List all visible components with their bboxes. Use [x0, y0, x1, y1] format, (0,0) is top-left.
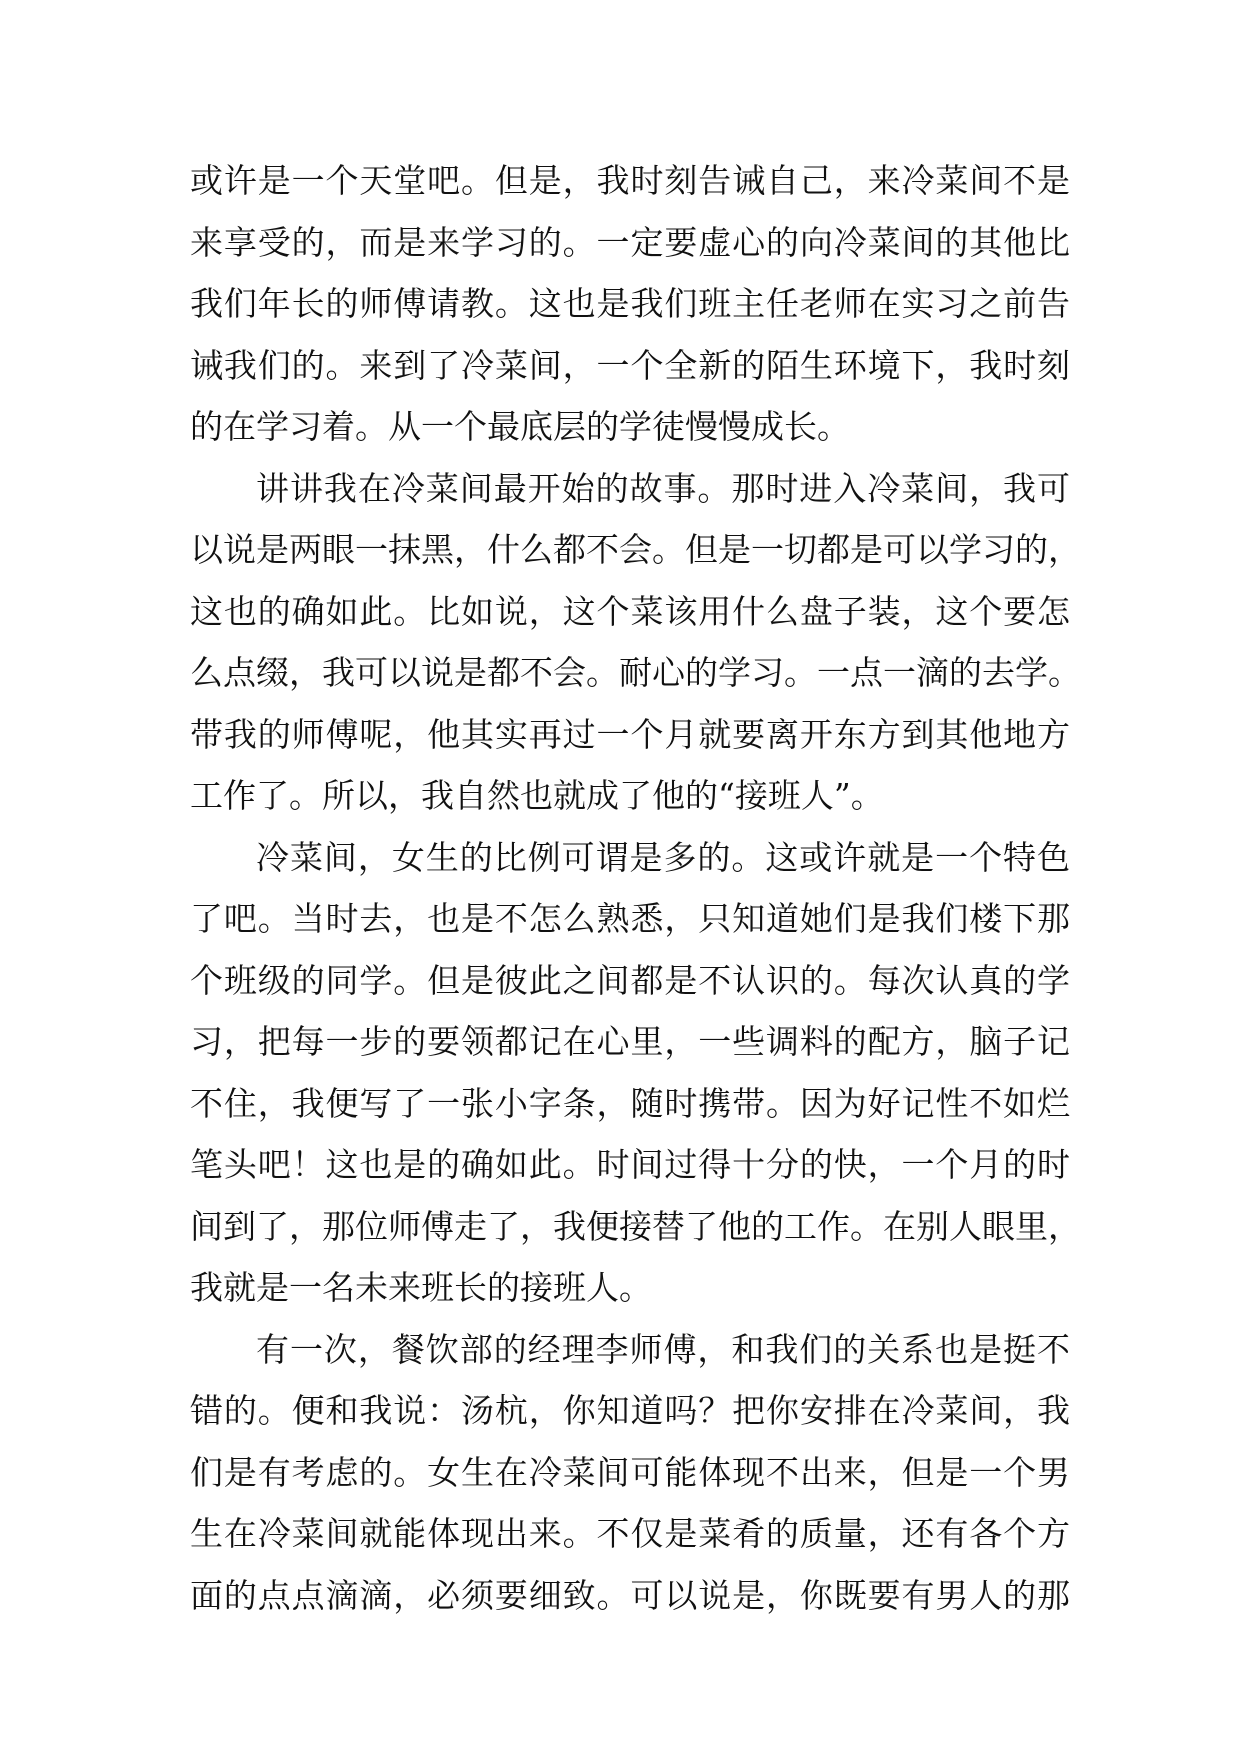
text-line: 习，把每一步的要领都记在心里，一些调料的配方，脑子记 [190, 1022, 1070, 1061]
text-line: 个班级的同学。但是彼此之间都是不认识的。每次认真的学 [190, 960, 1070, 1000]
text-line: 来享受的，而是来学习的。一定要虚心的向冷菜间的其他比 [190, 222, 1070, 262]
text-line: 的在学习着。从一个最底层的学徒慢慢成长。 [190, 407, 850, 446]
text-line: 错的。便和我说：汤杭，你知道吗？把你安排在冷菜间，我 [190, 1391, 1070, 1430]
text-line: 间到了，那位师傅走了，我便接替了他的工作。在别人眼里， [190, 1206, 1081, 1246]
text-line: 我们年长的师傅请教。这也是我们班主任老师在实习之前告 [190, 284, 1070, 323]
text-line: 生在冷菜间就能体现出来。不仅是菜肴的质量，还有各个方 [190, 1514, 1070, 1553]
text-line: 以说是两眼一抹黑，什么都不会。但是一切都是可以学习的， [190, 530, 1081, 569]
text-line: 带我的师傅呢，他其实再过一个月就要离开东方到其他地方 [190, 714, 1070, 754]
text-line: 工作了。所以，我自然也就成了他的“接班人”。 [190, 776, 884, 815]
text-line: 冷菜间，女生的比例可谓是多的。这或许就是一个特色 [256, 837, 1070, 877]
text-line: 了吧。当时去，也是不怎么熟悉，只知道她们是我们楼下那 [190, 899, 1070, 938]
text-line: 有一次，餐饮部的经理李师傅，和我们的关系也是挺不 [256, 1329, 1070, 1369]
text-line: 讲讲我在冷菜间最开始的故事。那时进入冷菜间，我可 [256, 468, 1070, 508]
text-line: 么点缀，我可以说是都不会。耐心的学习。一点一滴的去学。 [190, 653, 1081, 692]
text-line: 我就是一名未来班长的接班人。 [190, 1268, 652, 1307]
text-line: 不住，我便写了一张小字条，随时携带。因为好记性不如烂 [190, 1083, 1070, 1123]
body-text [190, 150, 1081, 1626]
text-line: 诫我们的。来到了冷菜间，一个全新的陌生环境下，我时刻 [190, 345, 1070, 385]
text-line: 面的点点滴滴，必须要细致。可以说是，你既要有男人的那 [190, 1575, 1070, 1615]
text-line: 笔头吧！这也是的确如此。时间过得十分的快，一个月的时 [190, 1145, 1070, 1184]
text-line: 或许是一个天堂吧。但是，我时刻告诫自己，来冷菜间不是 [190, 161, 1070, 200]
text-line: 这也的确如此。比如说，这个菜该用什么盘子装，这个要怎 [190, 591, 1070, 631]
text-line: 们是有考虑的。女生在冷菜间可能体现不出来，但是一个男 [190, 1452, 1070, 1492]
